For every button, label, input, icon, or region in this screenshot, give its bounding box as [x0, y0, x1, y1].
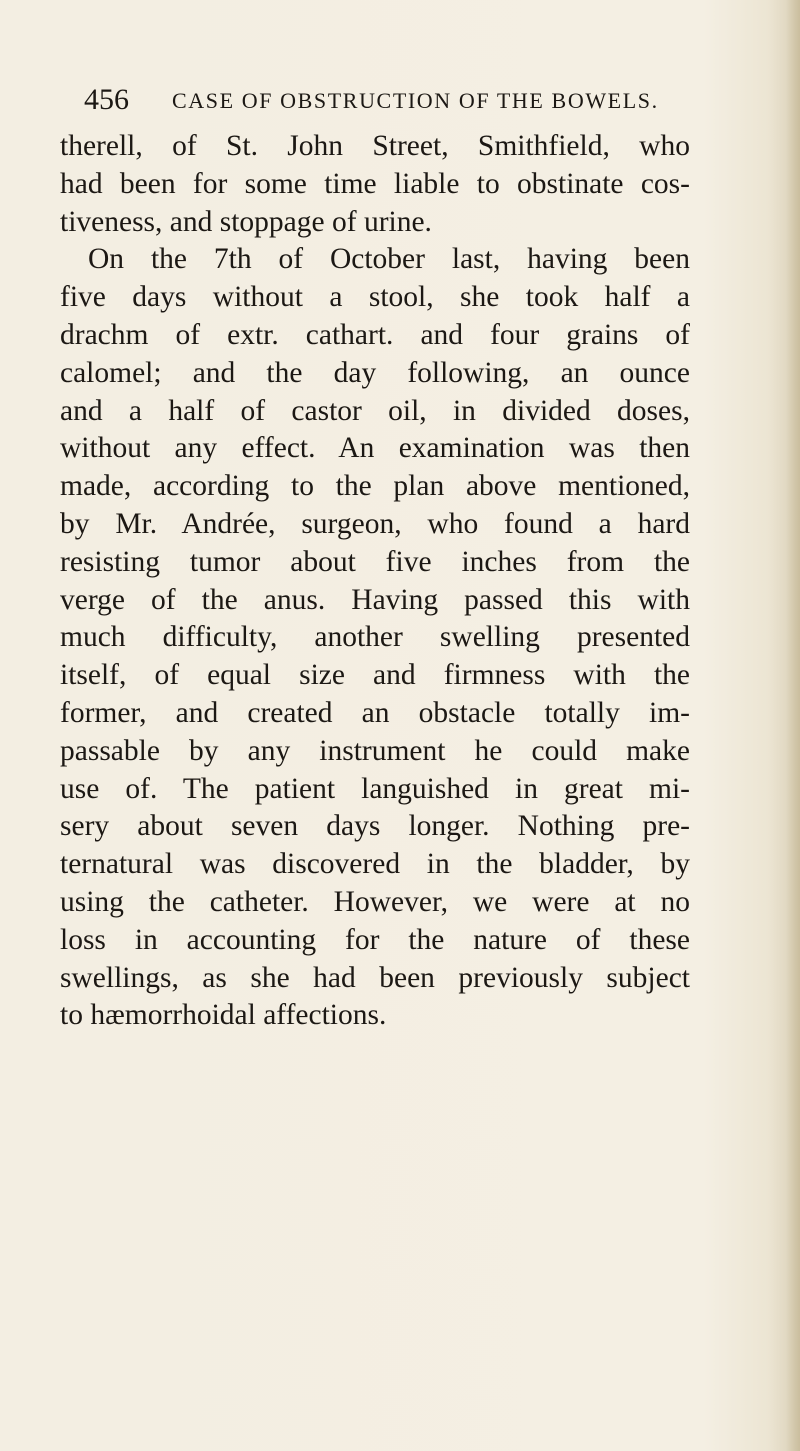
running-head: CASE OF OBSTRUCTION OF THE BOWELS.: [172, 88, 659, 113]
text-line: tiveness, and stoppage of urine.: [60, 205, 432, 238]
text-line: made, according to the plan above mentioned,: [60, 470, 690, 503]
text-line: use of. The patient languished in great mi-: [60, 772, 690, 805]
text-line: had been for some time liable to obstinate cos-: [60, 167, 690, 200]
text-line: therell, of St. John Street, Smithfield, who: [60, 130, 690, 162]
text-line: ternatural was discovered in the bladder, by: [60, 848, 690, 881]
text-line: former, and created an obstacle totally im-: [60, 696, 690, 729]
text-line: to hæmorrhoidal affections.: [60, 999, 387, 1032]
page-edge-shadow: [786, 0, 800, 1451]
text-line: passable by any instrument he could make: [60, 734, 690, 767]
text-line: itself, of equal size and firmness with the: [60, 659, 690, 692]
text-line: and a half of castor oil, in divided doses,: [60, 394, 690, 427]
text-line: sery about seven days longer. Nothing pre-: [60, 810, 690, 843]
text-line: resisting tumor about five inches from the: [60, 545, 690, 578]
text-line: drachm of extr. cathart. and four grains of: [60, 318, 690, 351]
text-line: five days without a stool, she took half a: [60, 281, 690, 314]
page-number: 456: [84, 83, 129, 116]
text-line: without any effect. An examination was then: [60, 432, 690, 465]
page-header: [84, 80, 684, 120]
text-line: using the catheter. However, we were at no: [60, 885, 690, 918]
body-text: [60, 128, 690, 1035]
paragraph-first-line: On the 7th of October last, having been: [88, 243, 690, 276]
text-line: calomel; and the day following, an ounce: [60, 356, 690, 389]
text-line: by Mr. Andrée, surgeon, who found a hard: [60, 507, 690, 540]
text-line: verge of the anus. Having passed this with: [60, 583, 690, 616]
text-line: swellings, as she had been previously subject: [60, 961, 690, 994]
text-line: loss in accounting for the nature of these: [60, 923, 690, 956]
text-line: much difficulty, another swelling presented: [60, 621, 690, 654]
